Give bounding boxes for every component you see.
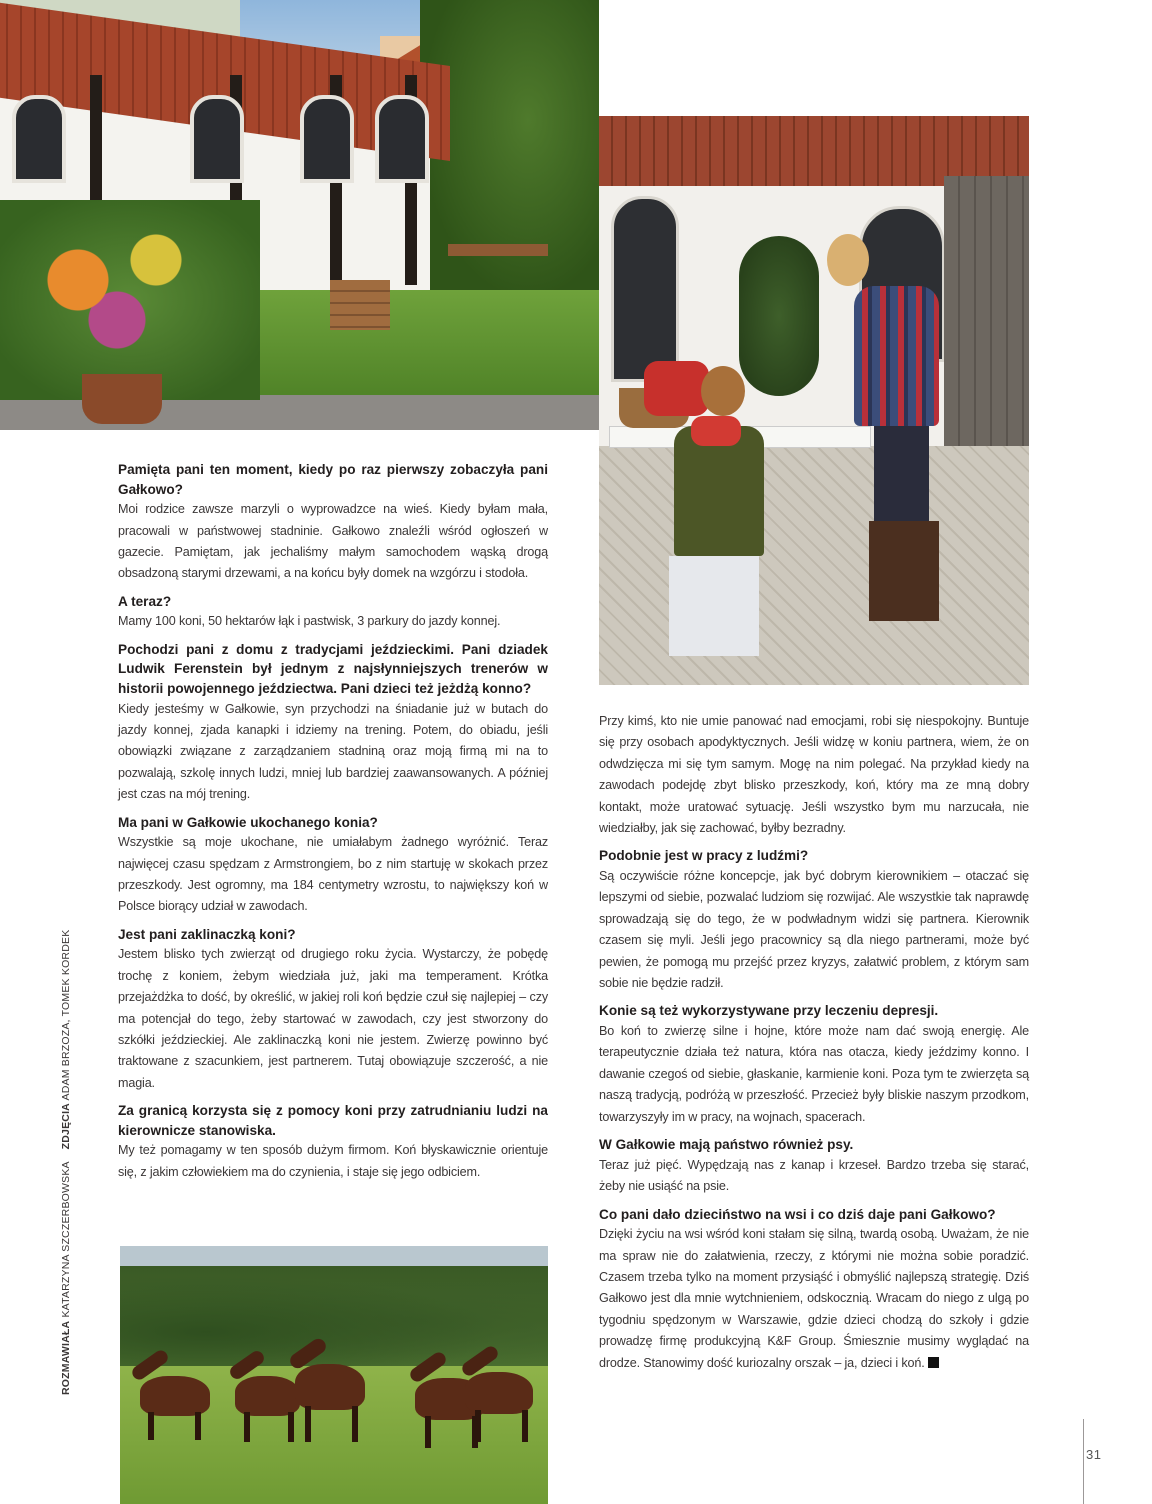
answer-9: Teraz już pięć. Wypędzają nas z kanap i krzeseł. Bardzo trzeba się starać, żeby nie usiąść na psie. — [599, 1157, 1029, 1194]
question-4: Ma pani w Gałkowie ukochanego konia? — [118, 814, 378, 830]
end-of-article-mark — [928, 1357, 939, 1368]
left-text-column — [118, 460, 548, 1190]
answer-3: Kiedy jesteśmy w Gałkowie, syn przychodzi na śniadanie już w butach do jazdy konnej, zjada kanapki i idziemy na trening. Potem, do obiadu, jeśli obowiązki związane z zarządzaniem stadniną oraz moją firmą mi na to pozwalają, szkolę innych ludzi, mniej lub bardziej zaawansowanych. A później jest czas na mój trening. — [118, 701, 548, 802]
credits-interview-label: ROZMAWIAŁA — [60, 1320, 72, 1395]
question-10: Co pani dało dzieciństwo na wsi i co dziś daje pani Gałkowo? — [599, 1206, 996, 1222]
page-number-rule — [1083, 1419, 1084, 1504]
farmhouse-photo — [0, 0, 599, 430]
question-7: Podobnie jest w pracy z ludźmi? — [599, 848, 809, 864]
credits-photos-label: ZDJĘCIA — [60, 1103, 72, 1150]
page-number: 31 — [1086, 1447, 1102, 1462]
question-8: Konie są też wykorzystywane przy leczeniu depresji. — [599, 1003, 939, 1019]
answer-1: Moi rodzice zawsze marzyli o wyprowadzce na wieś. Kiedy byłam mała, pracowali w państwowej stadninie. Gałkowo znaleźli wśród ogłoszeń w gazecie. Pamiętam, jak jechaliśmy małym samochodem wąską drogą obsadzoną starymi drzewami, a na końcu były domek na wzgórzu i stodoła. — [118, 502, 548, 581]
answer-6-continued: Przy kimś, kto nie umie panować nad emocjami, robi się niespokojny. Buntuje się przy osobach apodyktycznych. Jeśli widzę w koniu partnera, wiem, że on odwdzięcza mi się tym samym. Mogę na nim polegać. Na przykład kiedy na zawodach podejdę zbyt blisko przeszkody, koń, który ma ze mną dobry kontakt, może uratować sytuację. Jeśli wszystko bym mu narzucała, nie wiedziałby, jak się zachować, byłby bezradny. — [599, 714, 1029, 836]
credits-interview-name: KATARZYNA SZCZERBOWSKA — [60, 1161, 72, 1318]
question-1: Pamięta pani ten moment, kiedy po raz pierwszy zobaczyła pani Gałkowo? — [118, 462, 548, 497]
question-3: Pochodzi pani z domu z tradycjami jeździeckimi. Pani dziadek Ludwik Ferenstein był jednym z najsłynniejszych trenerów w historii powojennego jeździectwa. Pani dzieci też jeżdżą konno? — [118, 641, 548, 696]
answer-4: Wszystkie są moje ukochane, nie umiałabym żadnego wyróżnić. Teraz najwięcej czasu spędzam z Armstrongiem, bo z nim startuję w skokach przez przeszkody. Jest ogromny, ma 184 centymetry wzrostu, to największy koń w Polsce biorący udział w zawodach. — [118, 835, 548, 914]
right-text-column — [599, 711, 1029, 1381]
family-courtyard-photo — [599, 116, 1029, 685]
question-5: Jest pani zaklinaczką koni? — [118, 926, 296, 942]
horses-meadow-photo — [120, 1246, 548, 1504]
question-2: A teraz? — [118, 593, 172, 609]
question-6: Za granicą korzysta się z pomocy koni przy zatrudnianiu ludzi na kierownicze stanowiska. — [118, 1103, 548, 1138]
photo-credits — [58, 925, 74, 1395]
answer-6: My też pomagamy w ten sposób dużym firmom. Koń błyskawicznie orientuje się, z jakim człowiekiem ma do czynienia, i staje się jego odbiciem. — [118, 1143, 548, 1179]
credits-photos-name: ADAM BRZOZA, TOMEK KORDEK — [60, 929, 72, 1101]
answer-10-text: Dzięki życiu na wsi wśród koni stałam się silną, twardą osobą. Uważam, że nie ma spraw nie do załatwienia, rzeczy, z którymi nie można sobie poradzić. Czasem trzeba tylko na moment przysiąść i obmyślić najlepszą strategię. Dziś Gałkowo jest dla mnie wytchnieniem, odskocznią. Wracam do niego z ulgą po tygodniu spędzonym w Warszawie, gdzie dzieci chodzą do szkoły i gdzie prowadzę firmę produkcyjną K&F Group. Śmiesznie musimy wyglądać na drodze. Stanowimy dość kuriozalny orszak – ja, dzieci i koń. — [599, 1227, 1029, 1370]
answer-2: Mamy 100 koni, 50 hektarów łąk i pastwisk, 3 parkury do jazdy konnej. — [118, 614, 501, 629]
question-9: W Gałkowie mają państwo również psy. — [599, 1137, 854, 1153]
answer-5: Jestem blisko tych zwierząt od drugiego roku życia. Wystarczy, że pobędę trochę z koniem, żebym wiedziała już, jaki ma temperament. Krótka przejażdżka to dość, by określić, w jakiej roli koń będzie czuł się najlepiej – czy ma potencjał do tego, żeby startować w zawodach, czy jest stworzony do szkółki jeździeckiej. Ale zaklinaczką koni nie jestem. Zwierzę powinno być traktowane z szacunkiem, jest partnerem. Tutaj obowiązuje szczerość, a nie magia. — [118, 947, 548, 1090]
answer-8: Bo koń to zwierzę silne i hojne, które może nam dać swoją energię. Ale terapeutycznie działa też natura, która nas otacza, kiedy jeździmy konno. I dawanie czegoś od siebie, głaskanie, karmienie koni. Poza tym te zwierzęta są naszą tradycją, podróżą w przeszłość. Przecież były bliskie naszym przodkom, towarzyszyły im w pracy, na wojnach, spacerach. — [599, 1024, 1029, 1124]
answer-10 — [599, 1224, 1029, 1374]
answer-7: Są oczywiście różne koncepcje, jak być dobrym kierownikiem – otaczać się lepszymi od siebie, pozwalać ludziom się rozwijać. Ale wszystkie tak naprawdę sprowadzają się do tego, że w podwładnym widzi się partnera. Kierownik czasem się myli. Jeśli jego pracownicy są dla niego partnerami, może być pewien, że pomogą mu przejść przez kryzys, załatwić problem, z którym sam sobie nie będzie radził. — [599, 869, 1029, 991]
